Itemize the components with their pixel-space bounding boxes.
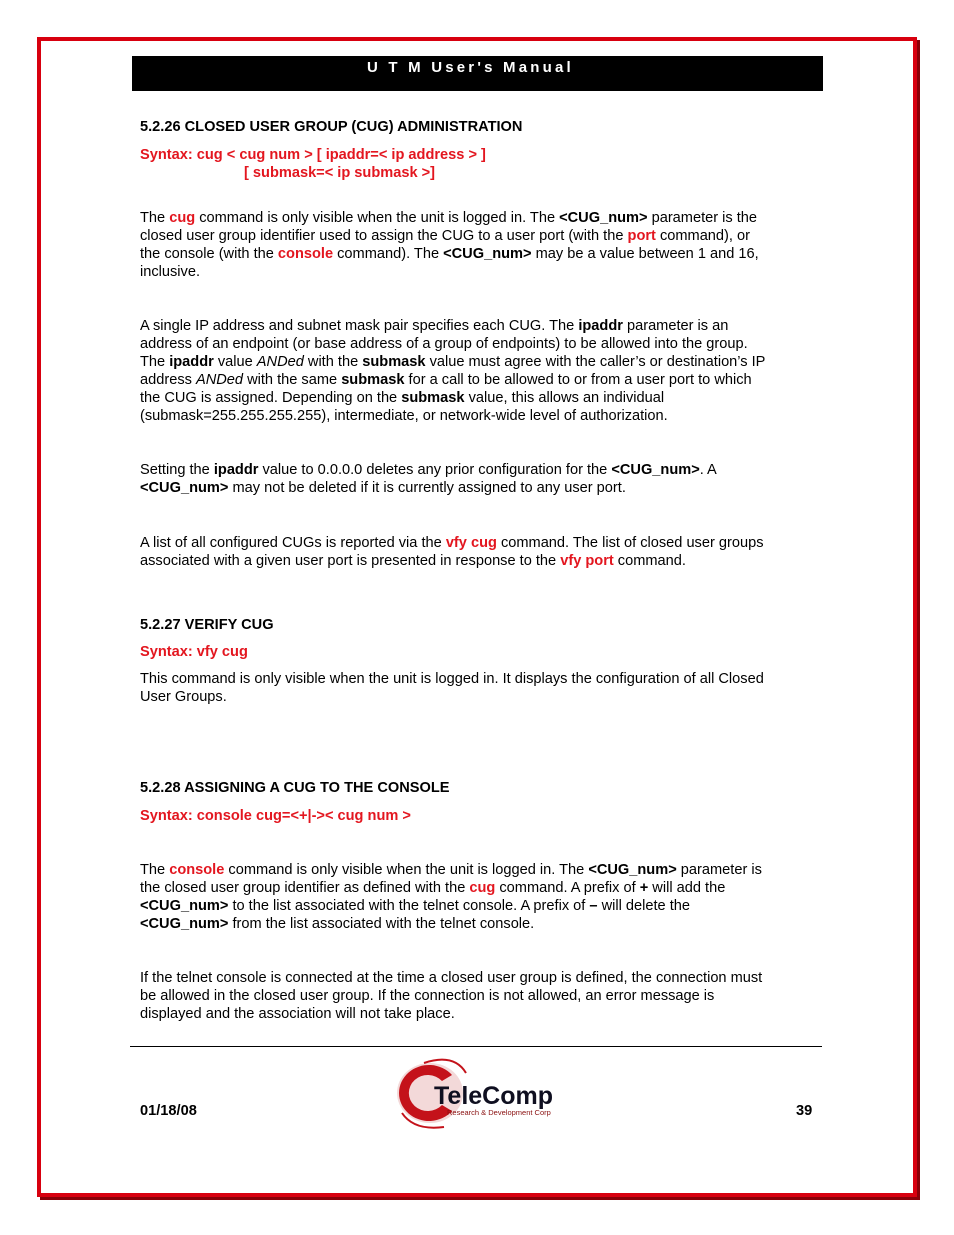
logo-wordmark: TeleComp [434, 1082, 553, 1110]
section-heading-5-2-27: 5.2.27 VERIFY CUG [140, 617, 274, 633]
footer-date: 01/18/08 [140, 1103, 197, 1119]
syntax-vfy-cug: Syntax: vfy cug [140, 644, 248, 660]
syntax-line-1: Syntax: cug < cug num > [ ipaddr=< ip address > ] [140, 147, 486, 163]
telecomp-logo [394, 1053, 574, 1133]
syntax-console-cug: Syntax: console cug=<+|->< cug num > [140, 808, 411, 824]
syntax-line-2: [ submask=< ip submask >] [244, 165, 436, 181]
page-header: U T M User's Manual [132, 56, 823, 91]
section-heading-5-2-26: 5.2.26 CLOSED USER GROUP (CUG) ADMINISTRATION [140, 119, 523, 135]
section-heading-5-2-28: 5.2.28 ASSIGNING A CUG TO THE CONSOLE [140, 780, 450, 796]
footer-divider [130, 1046, 822, 1047]
logo-subtitle: Research & Development Corp [447, 1108, 551, 1117]
page-number: 39 [796, 1103, 813, 1119]
